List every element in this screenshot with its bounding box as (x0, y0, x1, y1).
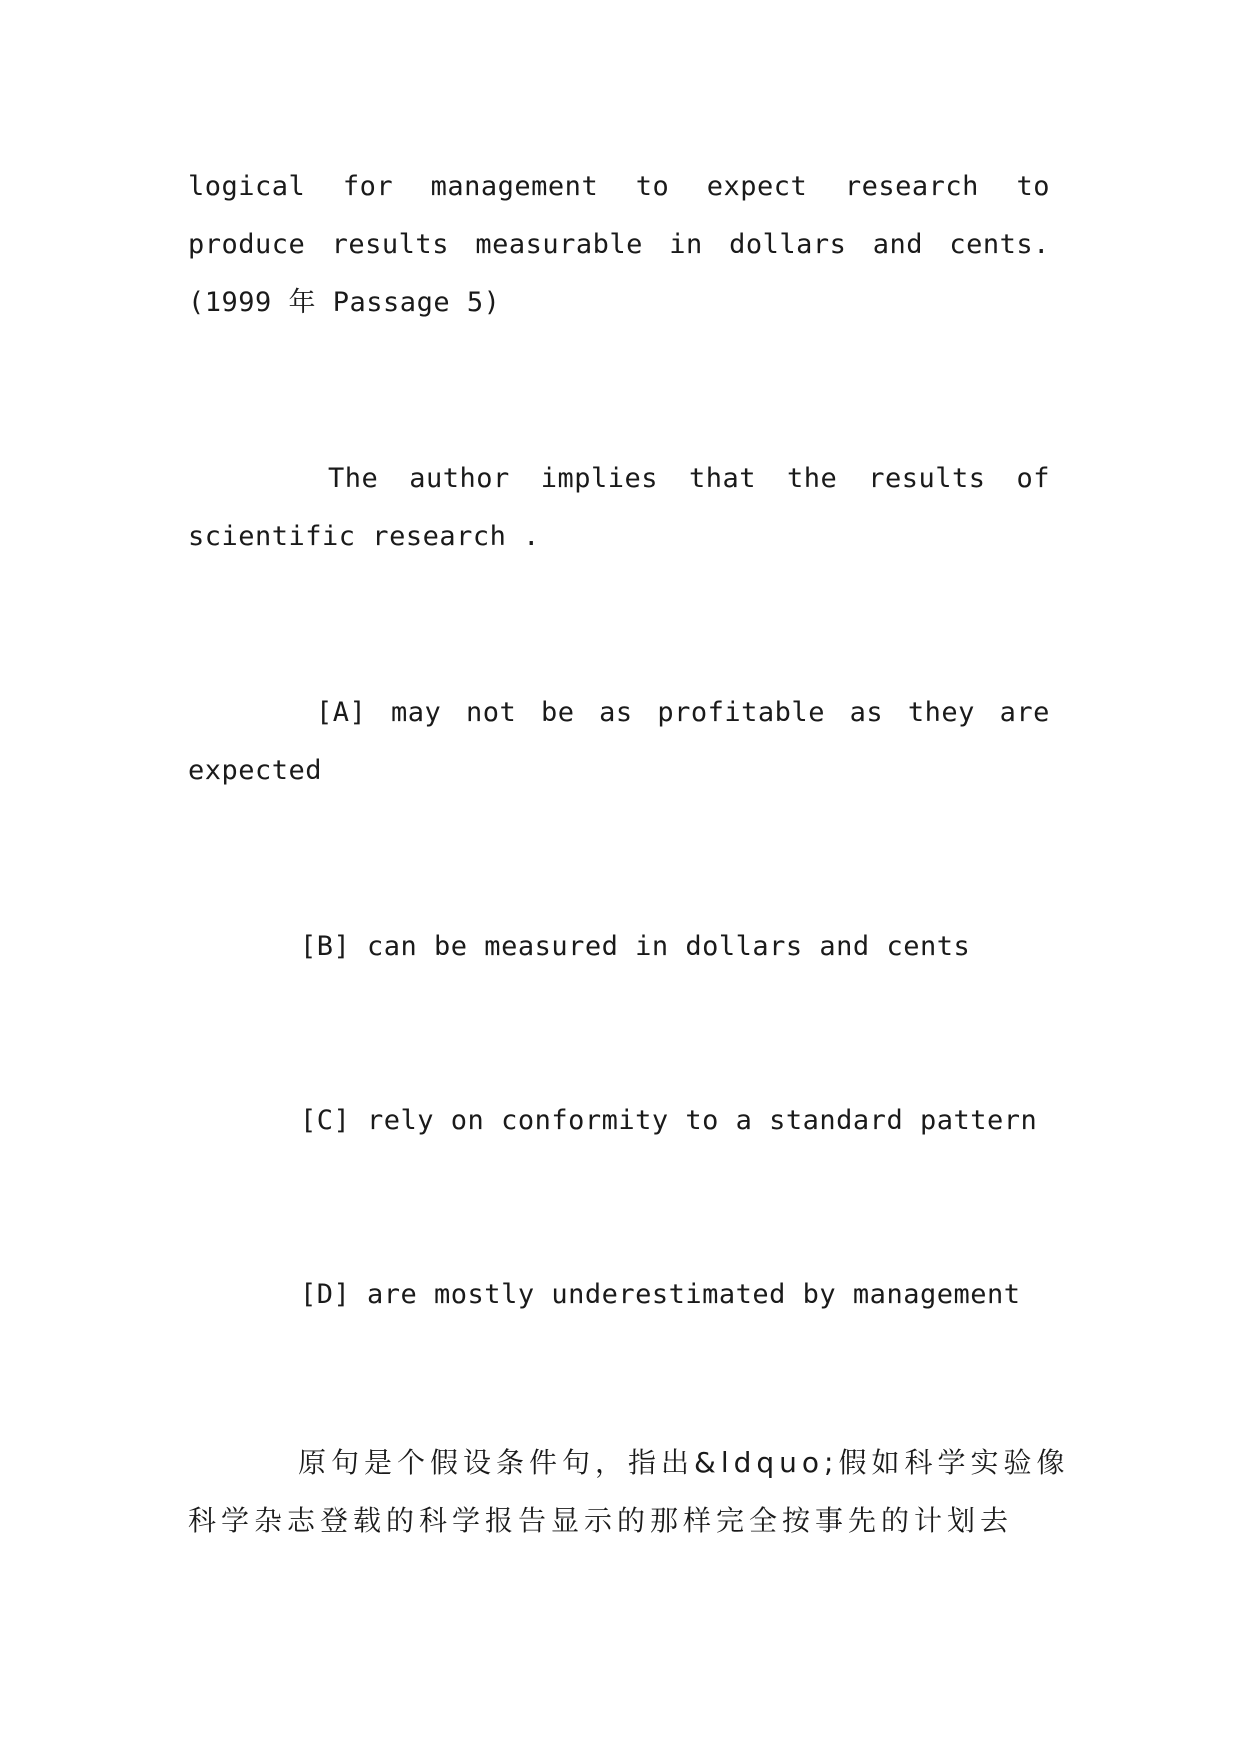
word: expect (706, 171, 808, 202)
word: logical (188, 171, 306, 202)
word: author (409, 463, 510, 494)
word: as (599, 697, 633, 728)
passage-paragraph (188, 158, 1050, 332)
question-line-2: scientific research . (188, 521, 540, 552)
word: research (844, 171, 979, 202)
word: and (872, 229, 924, 260)
word: be (540, 697, 575, 728)
word: profitable (657, 697, 825, 728)
word: that (688, 463, 757, 494)
word: as (849, 697, 884, 728)
word: they (907, 697, 975, 728)
word: [A] (316, 697, 367, 728)
option-a-line-1 (188, 684, 1050, 742)
word: produce (188, 229, 306, 260)
option-d (300, 1266, 1060, 1324)
passage-line-1 (188, 158, 1050, 216)
word: dollars (729, 229, 847, 260)
option-c (300, 1092, 1060, 1150)
word: management (430, 171, 599, 202)
word: in (669, 229, 703, 260)
word: implies (540, 463, 659, 494)
word: to (1016, 171, 1050, 202)
explanation-line-1: 原句是个假设条件句，指出&ldquo;假如科学实验像 (298, 1446, 1070, 1479)
word: results (868, 463, 986, 494)
question-stem (188, 450, 1050, 566)
option-a (188, 684, 1050, 800)
passage-source: (1999 年 Passage 5) (188, 287, 501, 318)
option-d-text: [D] are mostly underestimated by management (300, 1279, 1021, 1310)
word: The (328, 463, 379, 494)
word: the (786, 463, 838, 494)
explanation-line-2: 科学杂志登载的科学报告显示的那样完全按事先的计划去 (188, 1504, 1014, 1537)
word: of (1016, 463, 1050, 494)
word: to (635, 171, 670, 202)
option-b (300, 918, 1060, 976)
passage-line-2 (188, 216, 1050, 274)
word: are (999, 697, 1050, 728)
question-line-1 (188, 450, 1050, 508)
explanation-paragraph (188, 1434, 1070, 1550)
option-c-text: [C] rely on conformity to a standard pattern (300, 1105, 1038, 1136)
word: cents. (949, 229, 1050, 260)
word: for (342, 171, 394, 202)
option-b-text: [B] can be measured in dollars and cents (300, 931, 971, 962)
option-a-line-2: expected (188, 755, 323, 786)
word: not (465, 697, 517, 728)
word: may (390, 697, 442, 728)
word: measurable (475, 229, 643, 260)
word: results (331, 229, 449, 260)
